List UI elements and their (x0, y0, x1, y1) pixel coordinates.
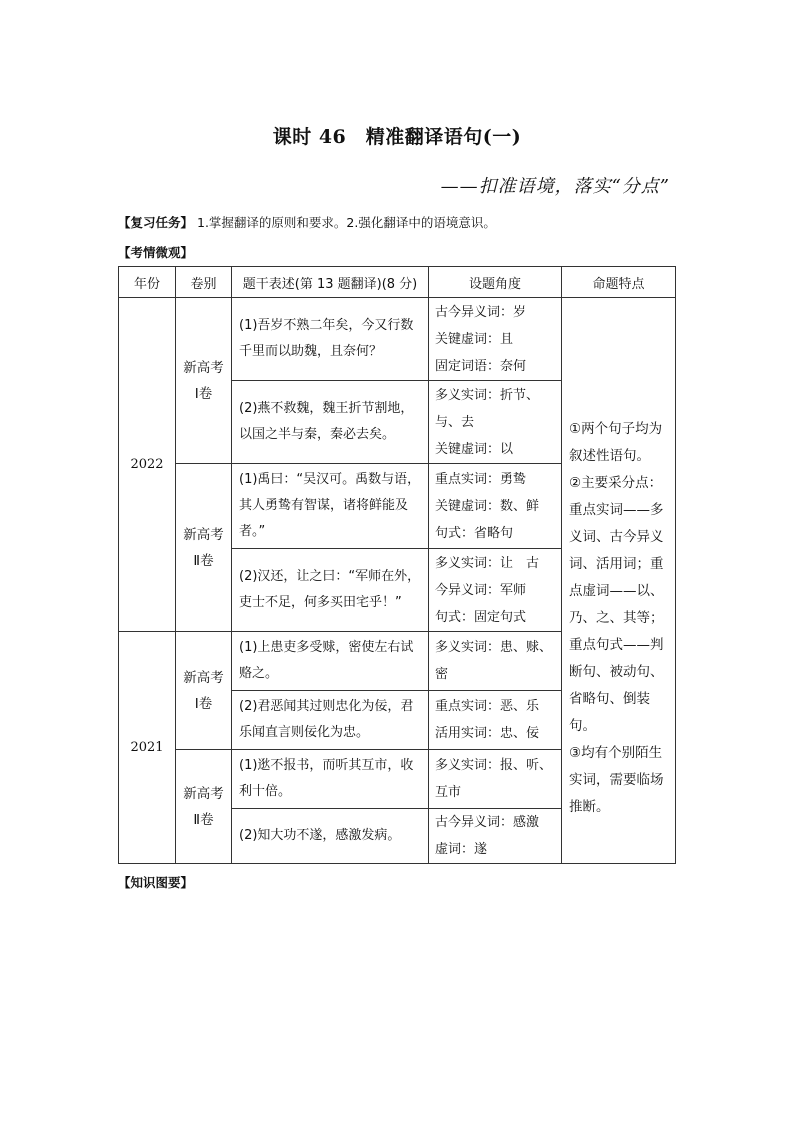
angle-cell: 多义实词：让 古 今异义词：军师 句式：固定句式 (429, 549, 562, 632)
angle-cell: 多义实词：折节、 与、去 关键虚词：以 (429, 381, 562, 464)
header-year: 年份 (119, 267, 176, 298)
stem-cell: (1)逖不报书，而听其互市，收利十倍。 (232, 750, 429, 809)
angle-cell: 多义实词：报、听、 互市 (429, 750, 562, 809)
year-cell: 2021 (119, 632, 176, 864)
page-title: 课时 46 精准翻译语句(一) (272, 126, 522, 148)
angle-cell: 古今异义词：感激 虚词：遂 (429, 809, 562, 864)
page-subtitle: ——扣准语境，落实“分点” (440, 176, 670, 197)
stem-cell: (1)吾岁不熟二年矣，今又行数千里而以助魏，且奈何？ (232, 298, 429, 381)
review-task (118, 213, 496, 231)
angle-cell: 重点实词：恶、乐 活用实词：忠、佞 (429, 691, 562, 750)
exam-overview-label: 【考情微观】 (118, 245, 194, 260)
header-paper: 卷别 (176, 267, 232, 298)
angle-cell: 古今异义词：岁 关键虚词：且 固定词语：奈何 (429, 298, 562, 381)
paper-cell: 新高考 Ⅱ卷 (176, 750, 232, 864)
knowledge-map-label: 【知识图要】 (118, 875, 194, 890)
stem-cell: (2)燕不救魏，魏王折节割地，以国之半与秦，秦必去矣。 (232, 381, 429, 464)
header-stem: 题干表述(第 13 题翻译)(8 分) (232, 267, 429, 298)
table-row (119, 298, 676, 381)
stem-cell: (1)禹曰：“吴汉可。禹数与语，其人勇鸷有智谋，诸将鲜能及者。” (232, 464, 429, 549)
angle-cell: 重点实词：勇鸷 关键虚词：数、鲜 句式：省略句 (429, 464, 562, 549)
year-cell: 2022 (119, 298, 176, 632)
review-task-text: 1.掌握翻译的原则和要求。2.强化翻译中的语境意识。 (193, 215, 496, 230)
feature-cell: ①两个句子均为 叙述性语句。 ②主要采分点： 重点实词——多 义词、古今异义 词、活用词；重 点虚词——以、 乃、之、其等； 重点句式——判 断句、被动句、 省略句、倒装句。 ③均有个别陌生 实词，需要临场 推断。 (562, 298, 676, 864)
paper-cell: 新高考 Ⅰ卷 (176, 632, 232, 750)
table-header-row (119, 267, 676, 298)
exam-table (118, 266, 676, 864)
angle-cell: 多义实词：患、赇、 密 (429, 632, 562, 691)
review-task-label: 【复习任务】 (118, 215, 194, 230)
header-angle: 设题角度 (429, 267, 562, 298)
stem-cell: (1)上患吏多受赇，密使左右试赂之。 (232, 632, 429, 691)
stem-cell: (2)知大功不遂，感激发病。 (232, 809, 429, 864)
stem-cell: (2)汉还，让之曰：“军师在外，吏士不足，何多买田宅乎！” (232, 549, 429, 632)
paper-cell: 新高考 Ⅰ卷 (176, 298, 232, 464)
stem-cell: (2)君恶闻其过则忠化为佞，君乐闻直言则佞化为忠。 (232, 691, 429, 750)
header-feature: 命题特点 (562, 267, 676, 298)
paper-cell: 新高考 Ⅱ卷 (176, 464, 232, 632)
